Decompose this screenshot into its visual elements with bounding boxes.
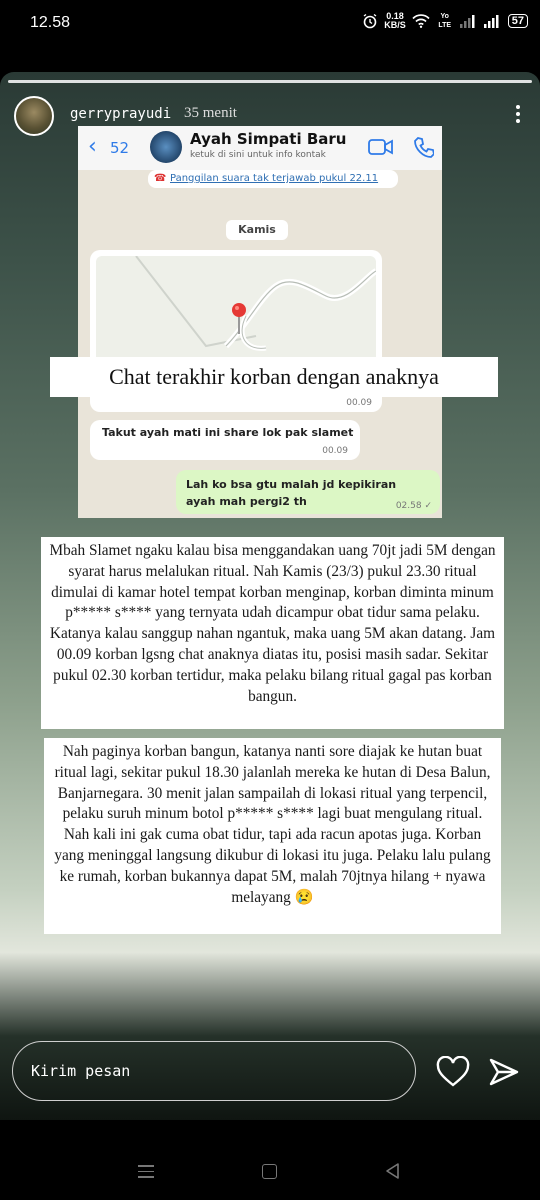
status-icons [362,12,528,30]
video-call-icon [368,138,394,156]
story-progress-bar [8,80,532,83]
map-pin-icon [230,302,248,336]
contact-subtitle: ketuk di sini untuk info kontak [190,150,326,160]
incoming-message-time: 00.09 [322,446,348,456]
username[interactable]: gerryprayudi [70,106,172,122]
home-icon[interactable] [262,1164,277,1179]
incoming-message [90,420,360,460]
network-speed-unit: KB/S [384,20,406,30]
volte-indicator: Yo LTE [438,13,452,29]
network-speed-value: 0.18 [386,11,404,21]
day-label: Kamis [226,220,288,240]
more-options-icon[interactable] [512,102,524,128]
battery-indicator: 57 [508,14,528,28]
phone-icon [414,136,434,158]
signal-icon-2 [484,14,502,28]
story-paragraph-2: Nah paginya korban bangun, katanya nanti sore diajak ke hutan buat ritual lagi, sekitar pukul 18.30 jalanlah mereka ke hutan di Desa Balun, Banjarnegara. 30 menit jalan sampailah di lokasi ritual yang terpencil, pelaku suruh minum botol p***** s**** lagi buat mengulang ritual. Nah kali ini gak cuma obat tidur, tapi ada racun apotas juga. Korban yang meninggal langsung dikubur di lokasi itu juga. Pelaku lalu pulang ke rumah, korban bukannya dapat 5M, malah 70jtnya hilang + nyawa melayang 😢 [44,738,501,934]
map-time: 00.09 [346,398,372,408]
outgoing-message [176,470,440,514]
back-count: 52 [110,139,130,157]
system-nav-bar [0,1140,540,1200]
heart-icon[interactable] [436,1056,470,1088]
missed-call-notice [148,170,398,188]
contact-name: Ayah Simpati Baru [190,130,347,148]
story-paragraph-1: Mbah Slamet ngaku kalau bisa menggandakan uang 70jt jadi 5M dengan syarat harus melalukan ritual. Nah Kamis (23/3) pukul 23.30 ritual dimulai di kamar hotel tempat korban menginap, korban diminta minum p***** s**** yang ternyata udah dicampur obat tidur sama pelaku. Katanya kalau sanggup nahan ngantuk, maka uang 5M akan datang. Jam 00.09 korban lgsng chat anaknya diatas itu, posisi masih sadar. Sekitar pukul 02.30 korban tertidur, maka pelaku bilang ritual gagal pas korban bangun. [41,537,504,729]
story-card [0,72,540,1120]
status-bar [0,0,540,48]
avatar[interactable] [14,96,54,136]
outgoing-message-time: 02.58 ✓ [395,501,432,511]
chat-header [78,126,442,170]
embedded-chat-screenshot [78,126,442,518]
signal-icon [460,14,478,28]
incoming-message-text: Takut ayah mati ini share lok pak slamet [102,426,354,439]
recent-apps-icon[interactable] [138,1165,154,1182]
alarm-icon [362,13,378,29]
missed-call-icon: ☎ [154,173,167,184]
missed-call-text: Panggilan suara tak terjawab pukul 22.11 [170,173,379,184]
story-caption: Chat terakhir korban dengan anaknya [50,357,498,397]
status-time: 12.58 [30,14,71,31]
back-icon[interactable] [384,1162,400,1180]
story-time-ago: 35 menit [184,105,237,121]
reply-input[interactable] [12,1041,416,1101]
network-speed [384,12,406,30]
back-chevron-icon: ‹ [88,134,97,159]
wifi-icon [412,14,430,28]
reply-placeholder: Kirim pesan [31,1062,131,1080]
contact-avatar [150,131,182,163]
outgoing-message-text: Lah ko bsa gtu malah jd kepikiran ayah mah pergi2 th [186,478,397,508]
send-icon[interactable] [488,1056,520,1088]
